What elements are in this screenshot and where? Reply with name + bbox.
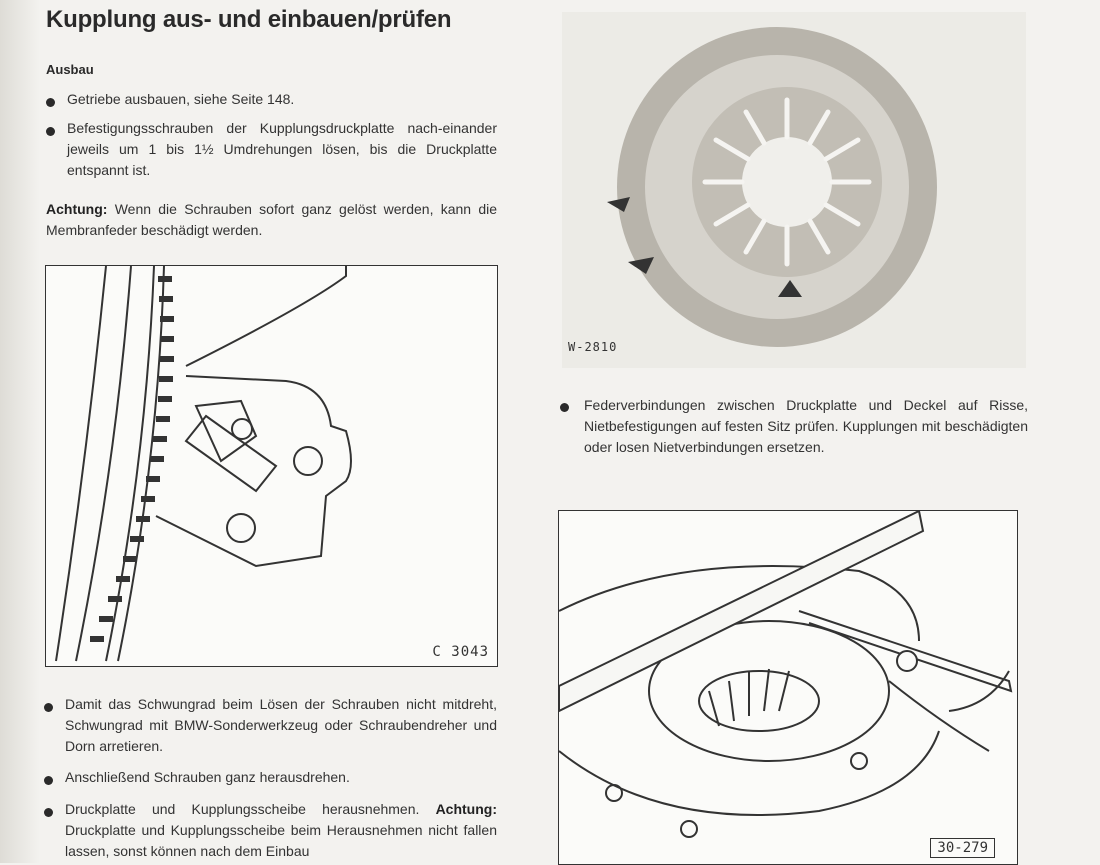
figure-flywheel	[45, 265, 498, 667]
warning-label: Achtung:	[435, 801, 497, 817]
bullet-icon	[46, 98, 55, 107]
figure-label: W-2810	[568, 340, 618, 354]
step-text	[65, 799, 497, 862]
step-text-b: Druckplatte und Kupplungsscheibe beim Herausnehmen nicht fallen lassen, sonst können nach dem Einbau	[65, 822, 497, 859]
flywheel-drawing	[46, 266, 497, 666]
section-heading: Ausbau	[46, 62, 94, 77]
step-text: Damit das Schwungrad beim Lösen der Schrauben nicht mitdreht, Schwungrad mit BMW-Sonderwerkzeug oder Schraubendreher und Dorn arretieren.	[65, 696, 497, 754]
figure-label: 30-279	[930, 838, 995, 858]
page-gutter	[0, 0, 40, 863]
warning-label: Achtung:	[46, 201, 108, 217]
step-text-a: Druckplatte und Kupplungsscheibe herausnehmen.	[65, 801, 420, 817]
step-text: Anschließend Schrauben ganz herausdrehen.	[65, 769, 350, 785]
step-text: Getriebe ausbauen, siehe Seite 148.	[67, 91, 295, 107]
bullet-icon	[44, 808, 53, 817]
warning-text: Wenn die Schrauben sofort ganz gelöst werden, kann die Membranfeder beschädigt werden.	[46, 201, 498, 238]
step-text: Federverbindungen zwischen Druckplatte und Deckel auf Risse, Nietbefestigungen auf festen Sitz prüfen. Kupplungen mit beschädigten oder losen Nietverbindungen ersetzen.	[584, 397, 1028, 455]
page-title: Kupplung aus- und einbauen/prüfen	[46, 6, 452, 33]
figure-feeler-gauge	[558, 510, 1018, 865]
bullet-icon	[560, 403, 569, 412]
feeler-gauge-drawing	[559, 511, 1017, 864]
photo-pressure-plate	[562, 12, 1026, 368]
step-text: Befestigungsschrauben der Kupplungsdruckplatte nach-einander jeweils um 1 bis 1½ Umdrehungen lösen, bis die Druckplatte entspannt ist.	[67, 120, 497, 178]
bullet-icon	[44, 776, 53, 785]
warning-paragraph	[46, 199, 497, 241]
bullet-icon	[46, 127, 55, 136]
figure-label: C 3043	[432, 644, 489, 660]
pressure-plate-drawing	[562, 12, 1026, 368]
bullet-icon	[44, 703, 53, 712]
